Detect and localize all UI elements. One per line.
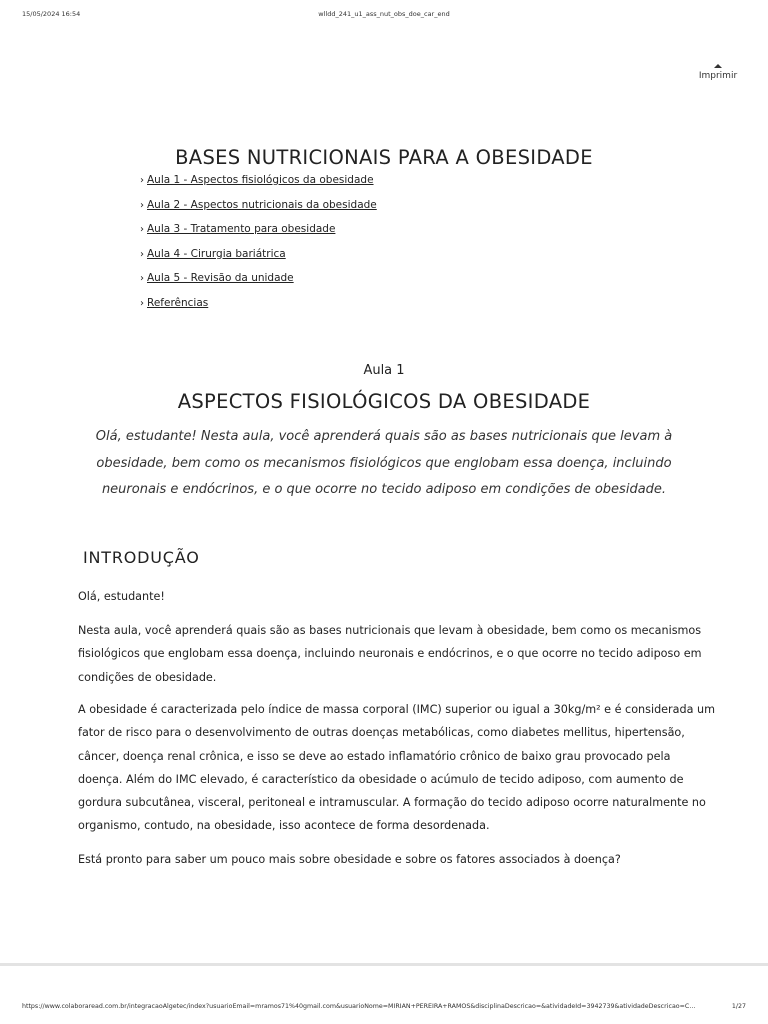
- paragraph-overview: Nesta aula, você aprenderá quais são as bases nutricionais que levam à obesidade, bem como os mecanismos fisiológicos que englobam essa doença, incluindo neuronais e endócrinos, e o que ocorre no tecido adiposo em condições de obesidade.: [78, 624, 702, 684]
- toc-link-referencias[interactable]: Referências: [147, 296, 209, 309]
- toc-link-aula-3[interactable]: Aula 3 - Tratamento para obesidade: [147, 223, 336, 236]
- chevron-right-icon: ›: [140, 273, 144, 285]
- toc-item: [140, 248, 377, 273]
- table-of-contents: [140, 174, 377, 322]
- toc-link-aula-5[interactable]: Aula 5 - Revisão da unidade: [147, 272, 294, 285]
- paragraph-question: Está pronto para saber um pouco mais sobre obesidade e sobre os fatores associados à doença?: [78, 853, 621, 866]
- paragraph-greeting: Olá, estudante!: [78, 590, 165, 603]
- chevron-right-icon: ›: [140, 224, 144, 236]
- print-label: Imprimir: [698, 71, 738, 81]
- footer-divider: [0, 963, 768, 966]
- caret-up-icon: [714, 64, 722, 68]
- print-button[interactable]: [690, 64, 746, 81]
- lesson-title: ASPECTOS FISIOLÓGICOS DA OBESIDADE: [177, 390, 591, 413]
- toc-link-aula-2[interactable]: Aula 2 - Aspectos nutricionais da obesidade: [147, 198, 377, 211]
- chevron-right-icon: ›: [140, 248, 144, 260]
- toc-link-aula-1[interactable]: Aula 1 - Aspectos fisiológicos da obesidade: [147, 174, 374, 186]
- toc-link-aula-4[interactable]: Aula 4 - Cirurgia bariátrica: [147, 247, 286, 260]
- lesson-intro: Olá, estudante! Nesta aula, você aprenderá quais são as bases nutricionais que levam à obesidade, bem como os mecanismos fisiológicos que englobam essa doença, incluindo neuronais e endócrinos, e o que ocorre no tecido adiposo em condições de obesidade.: [95, 429, 673, 497]
- toc-item: [140, 223, 377, 248]
- toc-item: [140, 199, 377, 224]
- section-heading: INTRODUÇÃO: [83, 548, 200, 567]
- paragraph-definition: A obesidade é caracterizada pelo índice de massa corporal (IMC) superior ou igual a 30kg/m² e é considerada um fator de risco para o desenvolvimento de outras doenças metabólicas, como diabetes mellitus, hipertensão, câncer, doença renal crônica, e isso se deve ao estado inflamatório crônico de baixo grau provocado pela doença. Além do IMC elevado, é característico da obesidade o acúmulo de tecido adiposo, com aumento de gordura subcutânea, visceral, peritoneal e intramuscular. A formação do tecido adiposo ocorre naturalmente no organismo, contudo, na obesidade, isso acontece de forma desordenada.: [78, 703, 716, 833]
- print-footer-url: https://www.colaboraread.com.br/integracaoAlgetec/index?usuarioEmail=mramos71%40gmail.com&usuarioNome=MIRIAN+PEREIRA+RAMOS&disciplinaDescricao=&atividadeId=3942739&atividadeDescricao=C…: [22, 1003, 696, 1010]
- chevron-right-icon: ›: [140, 297, 144, 309]
- page-number: 1/27: [731, 1003, 746, 1010]
- lesson-label: Aula 1: [363, 363, 405, 378]
- page-title: BASES NUTRICIONAIS PARA A OBESIDADE: [175, 146, 593, 169]
- print-datetime: 15/05/2024 16:54: [22, 10, 81, 18]
- chevron-right-icon: ›: [140, 199, 144, 211]
- toc-item: [140, 174, 377, 199]
- toc-item: [140, 272, 377, 297]
- toc-item: [140, 297, 377, 322]
- chevron-right-icon: ›: [140, 175, 144, 186]
- print-doc-name: wlldd_241_u1_ass_nut_obs_doe_car_end: [318, 10, 450, 18]
